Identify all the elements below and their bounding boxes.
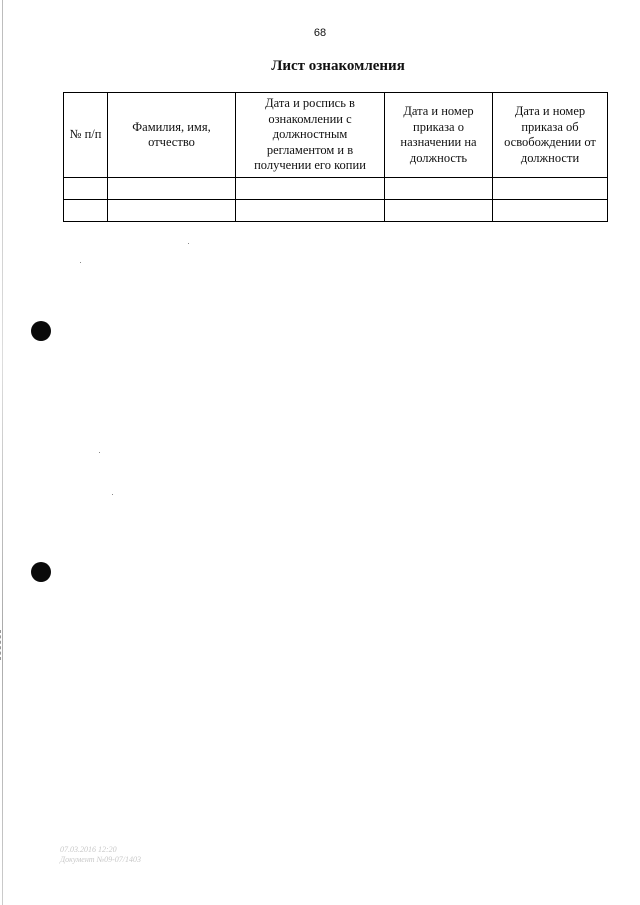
page-number: 68	[313, 27, 327, 39]
table-cell	[385, 178, 493, 200]
column-header-signature-date: Дата и роспись в ознакомлении с должностным регламентом и в получении его копии	[236, 93, 385, 178]
table-row	[64, 178, 608, 200]
punch-hole-bottom	[31, 562, 51, 582]
scan-speck	[112, 494, 113, 495]
scan-edge-mark	[0, 630, 2, 660]
scan-speck	[99, 452, 100, 453]
column-header-full-name: Фамилия, имя, отчество	[108, 93, 236, 178]
table-cell	[64, 200, 108, 222]
table-row	[64, 200, 608, 222]
table-cell	[493, 200, 608, 222]
scan-speck	[188, 243, 189, 244]
column-header-appointment-order: Дата и номер приказа о назначении на должность	[385, 93, 493, 178]
scan-speck	[80, 262, 81, 263]
scan-stamp-line: 07.03.2016 12:20	[60, 845, 117, 854]
table-cell	[493, 178, 608, 200]
punch-hole-top	[31, 321, 51, 341]
table-cell	[236, 200, 385, 222]
acknowledgement-table	[63, 92, 608, 222]
table-cell	[108, 178, 236, 200]
scan-stamp	[60, 845, 141, 865]
table-cell	[236, 178, 385, 200]
column-header-dismissal-order: Дата и номер приказа об освобождении от должности	[493, 93, 608, 178]
page-title: Лист ознакомления	[271, 58, 405, 74]
scan-stamp-line: Документ №09-07/1403	[60, 855, 142, 864]
table-header-row	[64, 93, 608, 178]
table-cell	[385, 200, 493, 222]
table-cell	[64, 178, 108, 200]
scan-edge	[2, 0, 3, 905]
column-header-number: № п/п	[64, 93, 108, 178]
table-cell	[108, 200, 236, 222]
